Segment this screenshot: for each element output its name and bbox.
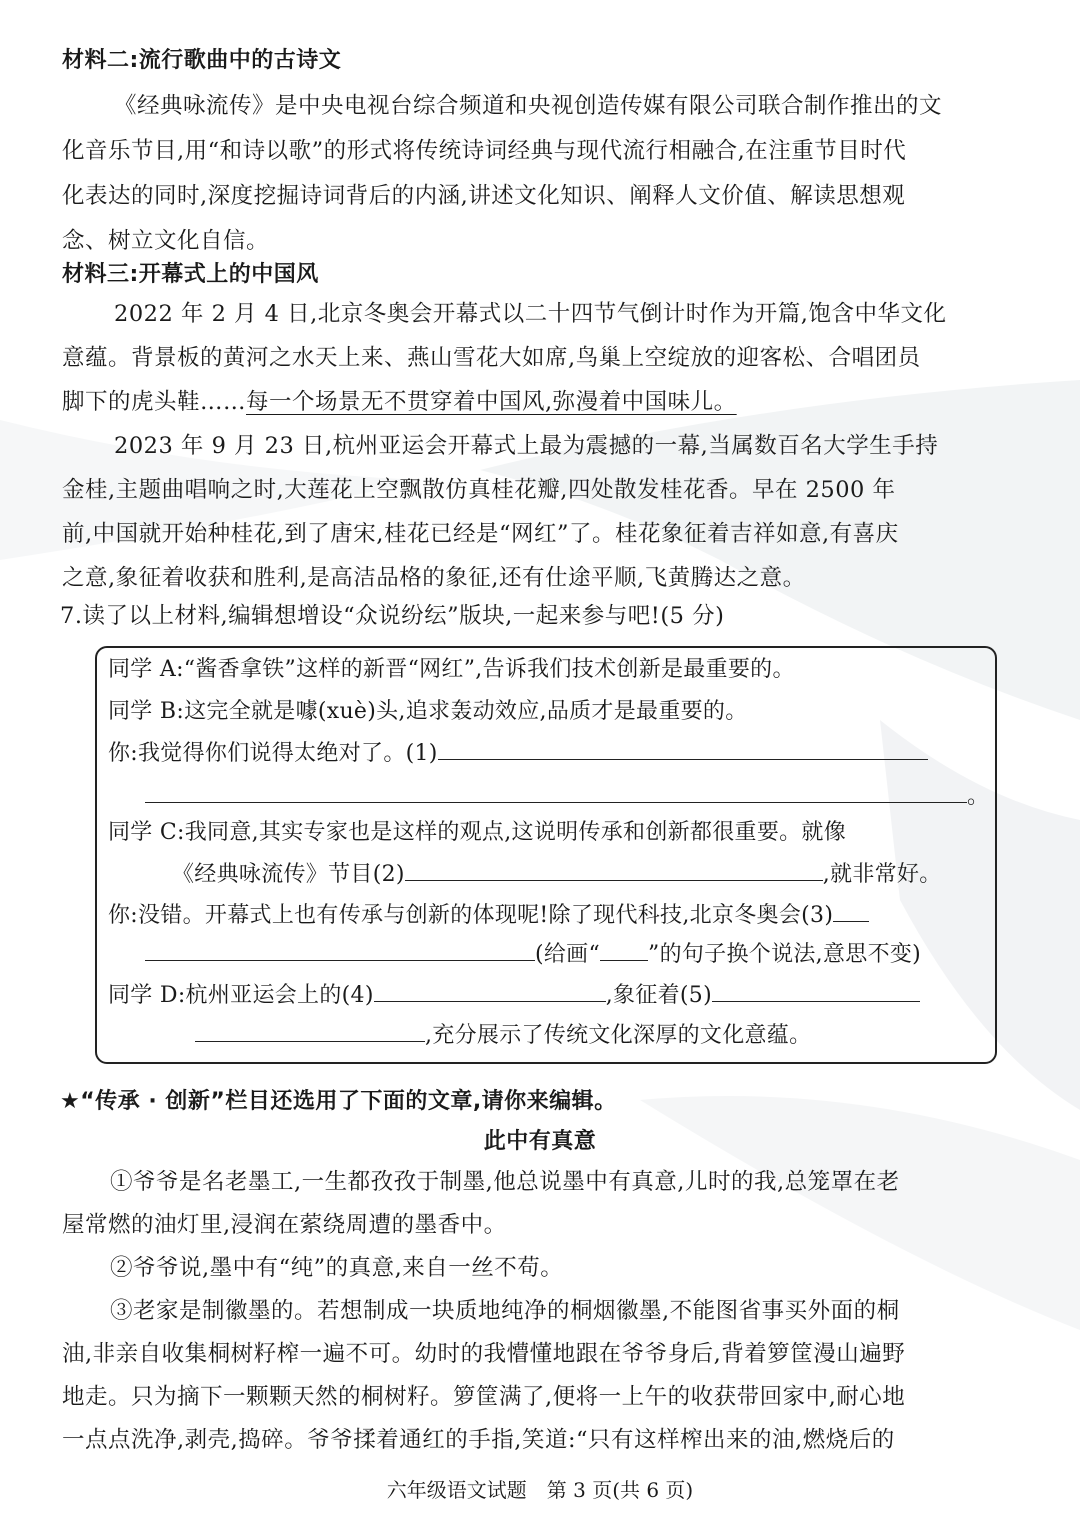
material2-heading: 材料二:流行歌曲中的古诗文 xyxy=(62,48,342,73)
answer-blank-3[interactable] xyxy=(833,901,869,922)
underlined-sentence: 每一个场景无不贯穿着中国风,弥漫着中国味儿。 xyxy=(246,389,737,415)
article-line: 地走。只为摘下一颗颗天然的桐树籽。箩筐满了,便将一上午的收获带回家中,耐心地 xyxy=(62,1384,906,1410)
dialogue-text: 《经典咏流传》节目(2) xyxy=(172,862,405,887)
article-line: 油,非亲自收集桐树籽榨一遍不可。幼时的我懵懂地跟在爷爷身后,背着箩筐漫山遍野 xyxy=(62,1341,906,1367)
answer-blank-3-cont[interactable] xyxy=(145,940,535,961)
dialogue-student-c: 同学 C:我同意,其实专家也是这样的观点,这说明传承和创新都很重要。就像 xyxy=(108,820,847,845)
question-7: 7.读了以上材料,编辑想增设“众说纷纭”版块,一起来参与吧!(5 分) xyxy=(60,603,725,629)
dialogue-student-a: 同学 A:“酱香拿铁”这样的新晋“网红”,告诉我们技术创新是最重要的。 xyxy=(108,657,795,682)
answer-blank-5[interactable] xyxy=(712,981,920,1002)
dialogue-student-d-cont xyxy=(195,1021,811,1051)
paragraph-line: 化音乐节目,用“和诗以歌”的形式将传统诗词经典与现代流行相融合,在注重节目时代 xyxy=(62,138,907,164)
paragraph-line xyxy=(62,387,737,417)
paragraph-line: 《经典咏流传》是中央电视台综合频道和央视创造传媒有限公司联合制作推出的文 xyxy=(114,93,943,119)
article-line: ②爷爷说,墨中有“纯”的真意,来自一丝不苟。 xyxy=(110,1255,564,1281)
answer-blank-5-cont[interactable] xyxy=(195,1021,425,1042)
paragraph-line: 意蕴。背景板的黄河之水天上来、燕山雪花大如席,鸟巢上空绽放的迎客松、合唱团员 xyxy=(62,345,921,371)
dialogue-student-d xyxy=(108,981,920,1011)
paragraph-line: 化表达的同时,深度挖掘诗词背后的内涵,讲述文化知识、阐释人文价值、解读思想观 xyxy=(62,183,906,209)
answer-blank-1[interactable] xyxy=(438,739,928,760)
paragraph-line: 之意,象征着收获和胜利,是高洁品格的象征,还有仕途平顺,飞黄腾达之意。 xyxy=(62,565,806,591)
hint-underline-sample xyxy=(600,940,648,961)
dialogue-you-1-cont xyxy=(145,782,989,812)
dialogue-text: 同学 D:杭州亚运会上的(4) xyxy=(108,983,374,1008)
paragraph-line: 2023 年 9 月 23 日,杭州亚运会开幕式上最为震撼的一幕,当属数百名大学生手持 xyxy=(114,433,939,459)
dialogue-text: 你:我觉得你们说得太绝对了。(1) xyxy=(108,741,438,766)
article-line: 屋常燃的油灯里,浸润在萦绕周遭的墨香中。 xyxy=(62,1212,507,1238)
period: 。 xyxy=(967,784,990,809)
text-plain: 脚下的虎头鞋…… xyxy=(62,389,247,415)
answer-blank-2[interactable] xyxy=(405,860,823,881)
answer-blank-4[interactable] xyxy=(374,981,606,1002)
material3-heading: 材料三:开幕式上的中国风 xyxy=(62,262,319,287)
page-footer: 六年级语文试题 第 3 页(共 6 页) xyxy=(386,1478,694,1502)
article-title: 此中有真意 xyxy=(483,1129,597,1154)
article-line: ③老家是制徽墨的。若想制成一块质地纯净的桐烟徽墨,不能图省事买外面的桐 xyxy=(110,1298,900,1324)
hint-text: (给画“ xyxy=(535,942,601,967)
article-line: 一点点洗净,剥壳,捣碎。爷爷揉着通红的手指,笑道:“只有这样榨出来的油,燃烧后的 xyxy=(62,1427,895,1453)
dialogue-student-c-cont xyxy=(172,860,942,890)
dialogue-you-2-cont xyxy=(145,940,921,970)
dialogue-text: ,充分展示了传统文化深厚的文化意蕴。 xyxy=(425,1023,812,1048)
answer-blank-1-cont[interactable] xyxy=(145,782,967,803)
paragraph-line: 2022 年 2 月 4 日,北京冬奥会开幕式以二十四节气倒计时作为开篇,饱含中华文化 xyxy=(114,301,947,327)
paragraph-line: 念、树立文化自信。 xyxy=(62,228,270,254)
dialogue-text: ,就非常好。 xyxy=(822,862,942,887)
article-line: ①爷爷是名老墨工,一生都孜孜于制墨,他总说墨中有真意,儿时的我,总笼罩在老 xyxy=(110,1169,900,1195)
dialogue-text: 你:没错。开幕式上也有传承与创新的体现呢!除了现代科技,北京冬奥会(3) xyxy=(108,903,834,928)
dialogue-you-1 xyxy=(108,739,928,769)
dialogue-you-2 xyxy=(108,901,869,931)
dialogue-student-b: 同学 B:这完全就是噱(xuè)头,追求轰动效应,品质才是最重要的。 xyxy=(108,699,748,724)
hint-text: ”的句子换个说法,意思不变) xyxy=(648,942,922,967)
section-intro: ★“传承 · 创新”栏目还选用了下面的文章,请你来编辑。 xyxy=(60,1089,617,1114)
paragraph-line: 金桂,主题曲唱响之时,大莲花上空飘散仿真桂花瓣,四处散发桂花香。早在 2500 年 xyxy=(62,477,896,503)
dialogue-text: ,象征着(5) xyxy=(605,983,712,1008)
paragraph-line: 前,中国就开始种桂花,到了唐宋,桂花已经是“网红”了。桂花象征着吉祥如意,有喜庆 xyxy=(62,521,899,547)
